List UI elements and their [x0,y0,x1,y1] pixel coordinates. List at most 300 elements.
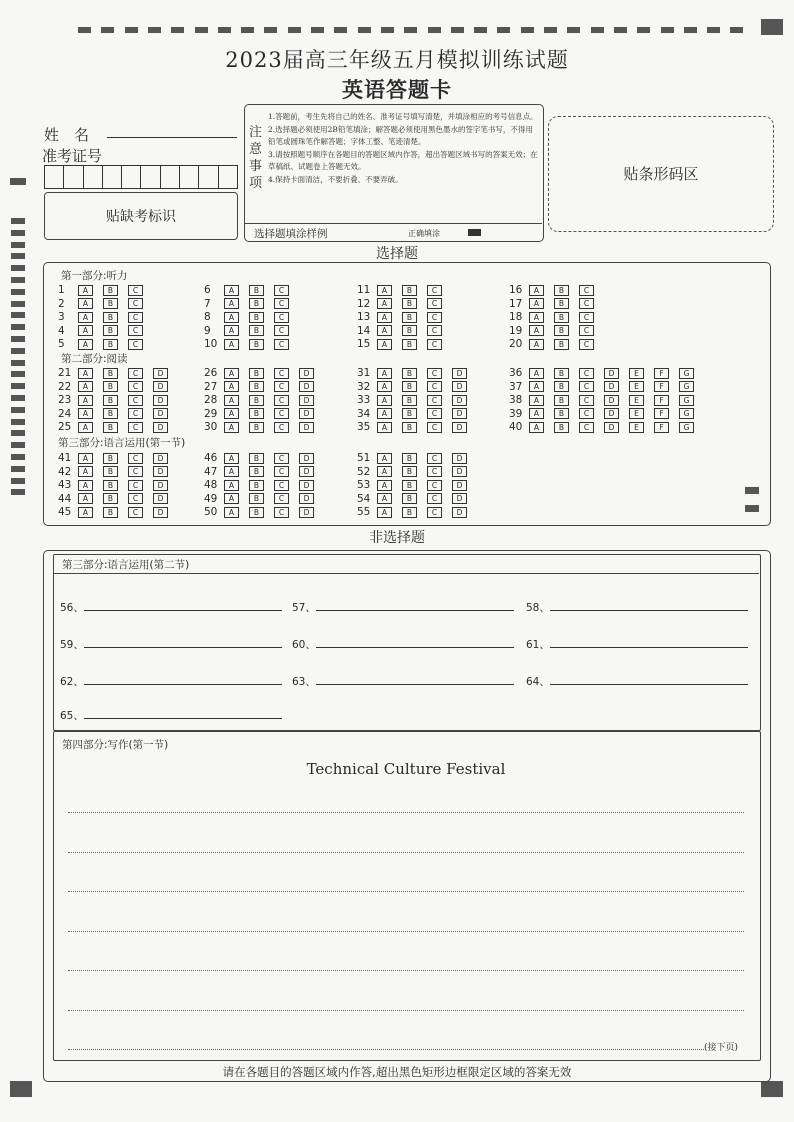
answer-option-a[interactable]: A [377,325,392,336]
answer-option-c[interactable]: C [427,422,442,433]
answer-option-b[interactable]: B [402,408,417,419]
answer-option-c[interactable]: C [427,480,442,491]
answer-option-d[interactable]: D [153,453,168,464]
answer-option-g[interactable]: G [679,395,694,406]
answer-option-a[interactable]: A [78,325,93,336]
answer-option-c[interactable]: C [427,453,442,464]
blank-number: 63、 [292,676,316,688]
answer-option-c[interactable]: C [579,381,594,392]
timing-mark [11,218,25,224]
answer-option-c[interactable]: C [274,312,289,323]
answer-option-a[interactable]: A [529,408,544,419]
answer-line[interactable] [550,637,748,648]
answer-option-b[interactable]: B [249,298,264,309]
answer-option-f[interactable]: F [654,395,669,406]
question-number: 20 [509,338,523,350]
answer-option-b[interactable]: B [402,368,417,379]
answer-option-c[interactable]: C [579,298,594,309]
answer-option-c[interactable]: C [427,368,442,379]
answer-option-a[interactable]: A [224,298,239,309]
answer-option-b[interactable]: B [103,298,118,309]
question-number: 15 [357,338,371,350]
answer-option-c[interactable]: C [427,312,442,323]
answer-line[interactable] [84,637,282,648]
part4-label: 第四部分:写作(第一节) [62,739,169,751]
answer-option-c[interactable]: C [274,453,289,464]
question-number: 28 [204,394,218,406]
absent-mark-label: 贴缺考标识 [106,209,176,225]
answer-option-c[interactable]: C [128,408,143,419]
answer-option-a[interactable]: A [224,507,239,518]
answer-option-c[interactable]: C [579,408,594,419]
answer-option-a[interactable]: A [529,312,544,323]
answer-option-a[interactable]: A [224,422,239,433]
answer-option-b[interactable]: B [249,368,264,379]
answer-option-b[interactable]: B [402,493,417,504]
answer-option-b[interactable]: B [554,408,569,419]
blank-number: 59、 [60,639,84,651]
answer-option-a[interactable]: A [224,285,239,296]
answer-option-a[interactable]: A [377,368,392,379]
answer-option-c[interactable]: C [427,298,442,309]
timing-mark [11,336,25,342]
answer-option-a[interactable]: A [377,493,392,504]
answer-option-b[interactable]: B [249,408,264,419]
question-number: 31 [357,367,371,379]
answer-option-c[interactable]: C [274,298,289,309]
answer-option-d[interactable]: D [604,381,619,392]
timing-mark [451,27,464,33]
answer-option-a[interactable]: A [377,507,392,518]
writing-line[interactable] [68,812,744,813]
answer-option-d[interactable]: D [299,381,314,392]
answer-option-a[interactable]: A [529,395,544,406]
answer-option-a[interactable]: A [224,453,239,464]
answer-option-c[interactable]: C [274,466,289,477]
question-number: 26 [204,367,218,379]
answer-option-d[interactable]: D [153,480,168,491]
answer-option-a[interactable]: A [377,466,392,477]
timing-mark [288,27,301,33]
answer-option-d[interactable]: D [604,368,619,379]
blank-item [60,708,282,723]
answer-option-a[interactable]: A [377,395,392,406]
answer-line[interactable] [84,674,282,685]
answer-option-c[interactable]: C [128,493,143,504]
answer-option-b[interactable]: B [402,422,417,433]
continue-label: (接下页) [704,1043,739,1053]
answer-option-c[interactable]: C [427,466,442,477]
answer-option-b[interactable]: B [402,325,417,336]
answer-line[interactable] [84,708,282,719]
answer-option-c[interactable]: C [128,453,143,464]
answer-option-b[interactable]: B [402,466,417,477]
question-number: 45 [58,506,72,518]
answer-option-d[interactable]: D [604,395,619,406]
answer-option-a[interactable]: A [377,312,392,323]
answer-option-d[interactable]: D [153,507,168,518]
answer-option-g[interactable]: G [679,422,694,433]
answer-option-b[interactable]: B [249,339,264,350]
answer-option-b[interactable]: B [249,453,264,464]
answer-option-b[interactable]: B [249,480,264,491]
blank-number: 62、 [60,676,84,688]
answer-option-a[interactable]: A [224,325,239,336]
answer-option-a[interactable]: A [224,339,239,350]
question-row [204,284,299,296]
answer-option-c[interactable]: C [274,480,289,491]
timing-mark [11,360,25,366]
answer-option-c[interactable]: C [579,422,594,433]
answer-option-f[interactable]: F [654,368,669,379]
answer-option-b[interactable]: B [103,493,118,504]
answer-option-d[interactable]: D [604,408,619,419]
part1-label: 第一部分:听力 [61,270,128,282]
answer-option-c[interactable]: C [274,381,289,392]
answer-option-b[interactable]: B [249,325,264,336]
answer-option-c[interactable]: C [128,422,143,433]
answer-option-a[interactable]: A [377,408,392,419]
answer-option-c[interactable]: C [128,381,143,392]
answer-option-c[interactable]: C [128,285,143,296]
timing-mark [11,489,25,495]
answer-option-b[interactable]: B [402,453,417,464]
question-row [357,381,477,393]
answer-option-c[interactable]: C [579,339,594,350]
question-row [58,311,153,323]
answer-option-a[interactable]: A [78,339,93,350]
answer-option-c[interactable]: C [579,312,594,323]
answer-option-a[interactable]: A [78,466,93,477]
answer-option-a[interactable]: A [78,493,93,504]
answer-option-b[interactable]: B [554,381,569,392]
answer-option-d[interactable]: D [452,507,467,518]
answer-option-c[interactable]: C [128,507,143,518]
writing-line[interactable] [68,970,744,971]
question-number: 27 [204,380,218,393]
answer-option-d[interactable]: D [452,480,467,491]
answer-option-c[interactable]: C [274,368,289,379]
answer-option-b[interactable]: B [103,312,118,323]
writing-line[interactable] [68,1049,704,1050]
answer-option-a[interactable]: A [224,408,239,419]
writing-line[interactable] [68,1010,744,1011]
answer-option-b[interactable]: B [103,325,118,336]
answer-line[interactable] [550,674,748,685]
answer-option-a[interactable]: A [78,395,93,406]
answer-option-e[interactable]: E [629,422,644,433]
question-row [509,325,604,337]
answer-option-b[interactable]: B [103,507,118,518]
answer-option-a[interactable]: A [529,325,544,336]
answer-option-b[interactable]: B [554,285,569,296]
answer-option-b[interactable]: B [103,368,118,379]
answer-option-b[interactable]: B [103,381,118,392]
question-row [58,381,178,393]
answer-option-b[interactable]: B [103,395,118,406]
answer-option-c[interactable]: C [427,285,442,296]
answer-option-a[interactable]: A [78,480,93,491]
answer-option-c[interactable]: C [579,285,594,296]
answer-option-a[interactable]: A [377,453,392,464]
answer-option-a[interactable]: A [224,395,239,406]
answer-option-d[interactable]: D [299,408,314,419]
answer-option-b[interactable]: B [249,312,264,323]
answer-option-c[interactable]: C [427,381,442,392]
blank-item [526,637,748,652]
timing-mark [11,324,25,330]
answer-line[interactable] [316,674,514,685]
answer-option-f[interactable]: F [654,408,669,419]
answer-option-c[interactable]: C [128,298,143,309]
question-row [58,479,178,491]
answer-option-g[interactable]: G [679,368,694,379]
answer-option-b[interactable]: B [103,285,118,296]
blank-item [292,637,514,652]
answer-option-b[interactable]: B [103,480,118,491]
question-row [58,338,153,350]
answer-option-a[interactable]: A [78,453,93,464]
question-row [509,421,704,433]
answer-option-a[interactable]: A [224,368,239,379]
answer-option-b[interactable]: B [554,312,569,323]
answer-option-d[interactable]: D [299,507,314,518]
corner-mark-top-right [761,19,783,35]
answer-option-d[interactable]: D [299,480,314,491]
blank-item [60,637,282,652]
answer-option-d[interactable]: D [452,453,467,464]
answer-option-g[interactable]: G [679,408,694,419]
exam-number-grid[interactable] [44,165,238,189]
answer-option-a[interactable]: A [529,298,544,309]
question-number: 48 [204,479,218,491]
answer-option-a[interactable]: A [78,381,93,392]
answer-option-b[interactable]: B [402,507,417,518]
timing-mark [11,395,25,401]
answer-option-a[interactable]: A [529,381,544,392]
writing-line[interactable] [68,852,744,853]
answer-line[interactable] [84,600,282,611]
timing-mark [11,348,25,354]
answer-option-b[interactable]: B [103,422,118,433]
question-row [204,311,299,323]
question-number: 37 [509,380,523,393]
answer-option-b[interactable]: B [402,381,417,392]
name-field[interactable] [107,137,237,138]
answer-option-b[interactable]: B [402,285,417,296]
answer-option-d[interactable]: D [153,493,168,504]
answer-line[interactable] [550,600,748,611]
answer-option-b[interactable]: B [402,480,417,491]
answer-option-a[interactable]: A [224,493,239,504]
answer-option-b[interactable]: B [402,395,417,406]
answer-option-b[interactable]: B [554,395,569,406]
answer-line[interactable] [316,637,514,648]
answer-option-b[interactable]: B [103,408,118,419]
answer-option-c[interactable]: C [274,493,289,504]
answer-option-d[interactable]: D [153,368,168,379]
answer-option-f[interactable]: F [654,422,669,433]
answer-option-c[interactable]: C [128,466,143,477]
answer-option-a[interactable]: A [224,381,239,392]
answer-option-a[interactable]: A [78,298,93,309]
answer-option-d[interactable]: D [299,368,314,379]
timing-mark [101,27,114,33]
answer-option-a[interactable]: A [377,285,392,296]
answer-option-c[interactable]: C [427,408,442,419]
answer-option-c[interactable]: C [427,507,442,518]
answer-option-a[interactable]: A [78,368,93,379]
answer-option-a[interactable]: A [224,480,239,491]
answer-option-d[interactable]: D [299,422,314,433]
answer-option-d[interactable]: D [604,422,619,433]
answer-option-a[interactable]: A [529,285,544,296]
answer-option-b[interactable]: B [402,339,417,350]
timing-mark [11,289,25,295]
answer-option-b[interactable]: B [554,368,569,379]
answer-option-a[interactable]: A [78,507,93,518]
answer-option-c[interactable]: C [128,368,143,379]
answer-option-b[interactable]: B [554,298,569,309]
answer-option-d[interactable]: D [153,381,168,392]
answer-option-d[interactable]: D [452,381,467,392]
question-row [204,506,324,518]
answer-option-c[interactable]: C [579,368,594,379]
answer-option-e[interactable]: E [629,368,644,379]
question-number: 38 [509,394,523,406]
timing-mark [381,27,394,33]
answer-option-c[interactable]: C [274,325,289,336]
answer-option-c[interactable]: C [274,285,289,296]
answer-option-c[interactable]: C [427,395,442,406]
answer-option-d[interactable]: D [452,493,467,504]
answer-option-d[interactable]: D [299,453,314,464]
answer-option-b[interactable]: B [103,466,118,477]
answer-option-d[interactable]: D [452,466,467,477]
answer-option-b[interactable]: B [103,453,118,464]
answer-option-c[interactable]: C [579,325,594,336]
answer-option-c[interactable]: C [274,422,289,433]
answer-option-f[interactable]: F [654,381,669,392]
answer-option-a[interactable]: A [377,422,392,433]
answer-option-b[interactable]: B [249,422,264,433]
answer-option-a[interactable]: A [377,339,392,350]
answer-option-c[interactable]: C [274,408,289,419]
answer-option-e[interactable]: E [629,381,644,392]
answer-option-a[interactable]: A [78,422,93,433]
answer-option-b[interactable]: B [249,285,264,296]
answer-option-b[interactable]: B [249,493,264,504]
answer-option-e[interactable]: E [629,408,644,419]
writing-line[interactable] [68,891,744,892]
timing-mark [11,454,25,460]
question-row [509,381,704,393]
answer-option-b[interactable]: B [554,339,569,350]
answer-option-b[interactable]: B [249,507,264,518]
answer-option-d[interactable]: D [452,408,467,419]
question-row [204,394,324,406]
writing-line[interactable] [68,931,744,932]
answer-option-c[interactable]: C [274,507,289,518]
answer-option-b[interactable]: B [249,381,264,392]
answer-option-c[interactable]: C [427,339,442,350]
timing-mark [11,277,25,283]
question-row [58,367,178,379]
answer-line[interactable] [316,600,514,611]
answer-option-a[interactable]: A [377,298,392,309]
answer-option-a[interactable]: A [78,312,93,323]
answer-option-d[interactable]: D [299,395,314,406]
answer-option-c[interactable]: C [274,395,289,406]
answer-option-d[interactable]: D [452,422,467,433]
question-number: 41 [58,452,72,464]
answer-option-d[interactable]: D [452,395,467,406]
question-row [58,284,153,296]
answer-option-a[interactable]: A [224,312,239,323]
answer-option-d[interactable]: D [153,408,168,419]
answer-option-d[interactable]: D [153,422,168,433]
answer-option-a[interactable]: A [529,422,544,433]
answer-option-g[interactable]: G [679,381,694,392]
timing-mark [264,27,277,33]
answer-option-b[interactable]: B [249,395,264,406]
answer-option-b[interactable]: B [249,466,264,477]
answer-option-a[interactable]: A [377,381,392,392]
answer-option-b[interactable]: B [554,325,569,336]
question-number: 40 [509,421,523,433]
answer-option-c[interactable]: C [427,493,442,504]
question-number: 16 [509,284,523,296]
page-subtitle: 英语答题卡 [342,77,452,102]
question-number: 6 [204,284,211,296]
answer-option-b[interactable]: B [402,298,417,309]
answer-option-c[interactable]: C [128,325,143,336]
answer-option-d[interactable]: D [299,466,314,477]
answer-option-c[interactable]: C [128,395,143,406]
question-row [357,325,452,337]
answer-option-c[interactable]: C [128,312,143,323]
answer-option-b[interactable]: B [103,339,118,350]
answer-option-c[interactable]: C [427,325,442,336]
answer-option-b[interactable]: B [402,312,417,323]
answer-option-c[interactable]: C [579,395,594,406]
timing-mark [497,27,510,33]
question-row [509,298,604,310]
answer-option-a[interactable]: A [529,339,544,350]
answer-option-d[interactable]: D [153,395,168,406]
answer-option-d[interactable]: D [153,466,168,477]
answer-option-a[interactable]: A [529,368,544,379]
answer-option-a[interactable]: A [78,408,93,419]
question-row [58,421,178,433]
answer-option-c[interactable]: C [128,480,143,491]
question-row [357,338,452,350]
corner-mark-bottom-right [761,1081,783,1097]
notice-heading: 注意事项 [249,125,263,191]
timing-mark [241,27,254,33]
answer-option-d[interactable]: D [452,368,467,379]
answer-option-d[interactable]: D [299,493,314,504]
timing-mark [218,27,231,33]
answer-option-a[interactable]: A [377,480,392,491]
answer-option-e[interactable]: E [629,395,644,406]
answer-option-b[interactable]: B [554,422,569,433]
answer-option-a[interactable]: A [224,466,239,477]
answer-option-c[interactable]: C [274,339,289,350]
answer-option-a[interactable]: A [78,285,93,296]
blank-number: 65、 [60,710,84,722]
answer-option-c[interactable]: C [128,339,143,350]
